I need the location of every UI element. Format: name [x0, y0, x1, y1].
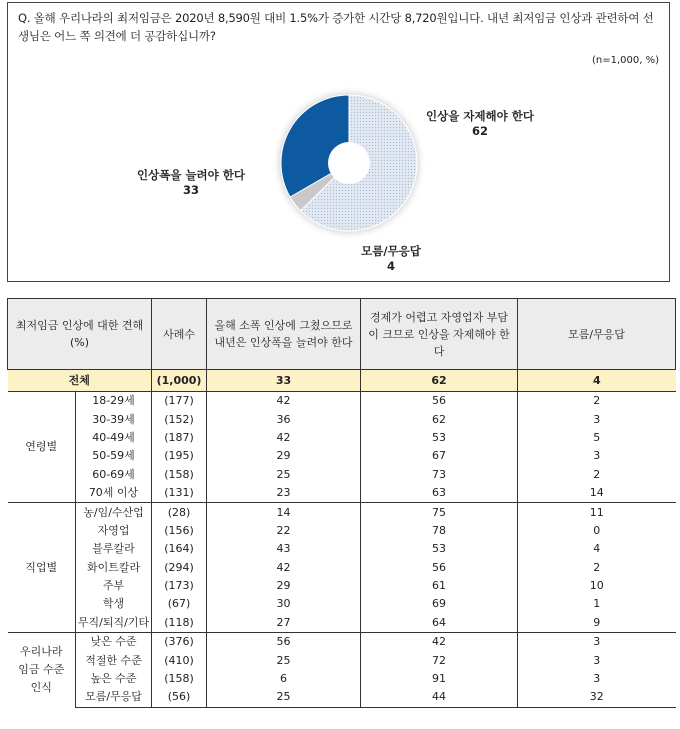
row-restrain: 44 — [361, 688, 518, 707]
table-row — [8, 595, 676, 613]
row-n: (28) — [152, 503, 207, 522]
row-increase: 36 — [207, 410, 361, 428]
row-n: (173) — [152, 577, 207, 595]
table-row — [8, 392, 676, 411]
row-label: 주부 — [76, 577, 152, 595]
donut-hole — [328, 142, 370, 184]
total-increase: 33 — [207, 370, 361, 392]
row-increase: 22 — [207, 522, 361, 540]
row-restrain: 72 — [361, 651, 518, 669]
row-restrain: 61 — [361, 577, 518, 595]
row-restrain: 91 — [361, 670, 518, 688]
row-increase: 25 — [207, 688, 361, 707]
row-restrain: 69 — [361, 595, 518, 613]
row-dk: 5 — [593, 430, 601, 444]
slice-label-dk: 모름/무응답 4 — [361, 244, 421, 273]
row-dk: 3 — [593, 653, 601, 667]
total-dk: 4 — [518, 370, 676, 392]
header-opinion: 최저임금 인상에 대한 견해(%) — [8, 299, 152, 370]
total-label: 전체 — [8, 370, 152, 392]
table-header-row — [8, 299, 676, 370]
row-label: 블루칼라 — [76, 540, 152, 558]
row-label: 50-59세 — [76, 447, 152, 465]
row-increase: 6 — [207, 670, 361, 688]
row-dk: 3 — [593, 412, 601, 426]
row-dk: 0 — [593, 523, 601, 537]
row-n: (152) — [152, 410, 207, 428]
row-restrain: 56 — [361, 392, 518, 411]
group-label: 직업별 — [8, 503, 76, 633]
table-row — [8, 410, 676, 428]
row-dk: 2 — [593, 560, 601, 574]
row-dk: 11 — [518, 503, 676, 522]
row-n: (158) — [152, 670, 207, 688]
row-increase: 23 — [207, 484, 361, 503]
table-row — [8, 503, 676, 522]
row-restrain: 73 — [361, 466, 518, 484]
table-row — [8, 633, 676, 652]
row-n: (131) — [152, 484, 207, 503]
row-restrain: 53 — [361, 540, 518, 558]
row-increase: 29 — [207, 447, 361, 465]
row-dk: 32 — [518, 688, 676, 707]
slice-label-restrain: 인상을 자제해야 한다 62 — [426, 109, 534, 138]
total-n: (1,000) — [152, 370, 207, 392]
table-row — [8, 447, 676, 465]
row-label: 화이트칼라 — [76, 559, 152, 577]
question-box — [7, 2, 670, 282]
row-restrain: 42 — [361, 633, 518, 652]
row-n: (164) — [152, 540, 207, 558]
total-restrain: 62 — [361, 370, 518, 392]
row-increase: 27 — [207, 614, 361, 633]
table-row — [8, 429, 676, 447]
row-restrain: 67 — [361, 447, 518, 465]
row-label: 무직/퇴직/기타 — [76, 614, 152, 633]
row-n: (156) — [152, 522, 207, 540]
table-row — [8, 651, 676, 669]
table-row — [8, 670, 676, 688]
row-dk: 2 — [593, 467, 601, 481]
row-restrain: 64 — [361, 614, 518, 633]
unit-note: (n=1,000, %) — [591, 55, 659, 66]
crosstab-table — [7, 298, 676, 708]
row-label: 모름/무응답 — [76, 688, 152, 707]
row-dk: 10 — [589, 579, 604, 593]
row-n: (67) — [152, 595, 207, 613]
row-label: 학생 — [76, 595, 152, 613]
table-row — [8, 559, 676, 577]
row-increase: 29 — [207, 577, 361, 595]
row-restrain: 56 — [361, 559, 518, 577]
table-row — [8, 614, 676, 633]
row-increase: 25 — [207, 651, 361, 669]
row-label: 높은 수준 — [76, 670, 152, 688]
row-label: 적절한 수준 — [76, 651, 152, 669]
row-increase: 42 — [207, 559, 361, 577]
row-dk: 9 — [593, 615, 601, 629]
table-row — [8, 540, 676, 558]
row-increase: 56 — [207, 633, 361, 652]
slice-label-increase: 인상폭을 늘려야 한다 33 — [137, 168, 245, 197]
table-total-row — [8, 370, 676, 392]
table-row — [8, 522, 676, 540]
group-label: 연령별 — [8, 392, 76, 503]
question-text: Q. 올해 우리나라의 최저임금은 2020년 8,590원 대비 1.5%가 증가한 시간당 8,720원입니다. 내년 최저임금 인상과 관련하여 선생님은 어느 쪽 의견에 더 공감하십니까? — [18, 11, 654, 43]
row-restrain: 78 — [361, 522, 518, 540]
table-row — [8, 484, 676, 503]
row-n: (195) — [152, 447, 207, 465]
group-label: 우리나라 임금 수준 인식 — [8, 633, 76, 708]
row-increase: 14 — [207, 503, 361, 522]
header-increase: 올해 소폭 인상에 그쳤으므로 내년은 인상폭을 늘려야 한다 — [207, 299, 361, 370]
row-n: (118) — [152, 614, 207, 633]
header-dk: 모름/무응답 — [518, 299, 676, 370]
row-label: 60-69세 — [76, 466, 152, 484]
row-dk: 3 — [518, 633, 676, 652]
row-label: 40-49세 — [76, 429, 152, 447]
row-label: 낮은 수준 — [76, 633, 152, 652]
row-increase: 25 — [207, 466, 361, 484]
header-n: 사례수 — [152, 299, 207, 370]
row-dk: 2 — [518, 392, 676, 411]
row-n: (177) — [152, 392, 207, 411]
row-label: 18-29세 — [76, 392, 152, 411]
row-dk: 3 — [593, 449, 601, 463]
row-n: (376) — [152, 633, 207, 652]
row-n: (158) — [152, 466, 207, 484]
row-restrain: 53 — [361, 429, 518, 447]
header-restrain: 경제가 어렵고 자영업자 부담이 크므로 인상을 자제해야 한다 — [361, 299, 518, 370]
row-label: 농/임/수산업 — [76, 503, 152, 522]
row-increase: 42 — [207, 392, 361, 411]
row-dk: 3 — [593, 672, 601, 686]
row-label: 자영업 — [76, 522, 152, 540]
table-row — [8, 688, 676, 707]
row-restrain: 75 — [361, 503, 518, 522]
row-increase: 42 — [207, 429, 361, 447]
row-n: (56) — [152, 688, 207, 707]
table-row — [8, 577, 676, 595]
row-increase: 43 — [207, 540, 361, 558]
row-label: 70세 이상 — [76, 484, 152, 503]
row-increase: 30 — [207, 595, 361, 613]
row-dk: 4 — [593, 542, 601, 556]
row-n: (410) — [152, 651, 207, 669]
row-n: (294) — [152, 559, 207, 577]
row-dk: 1 — [593, 597, 601, 611]
row-restrain: 62 — [361, 410, 518, 428]
row-dk: 14 — [589, 486, 604, 500]
row-n: (187) — [152, 429, 207, 447]
row-label: 30-39세 — [76, 410, 152, 428]
donut-chart — [8, 3, 669, 281]
row-restrain: 63 — [361, 484, 518, 503]
table-row — [8, 466, 676, 484]
